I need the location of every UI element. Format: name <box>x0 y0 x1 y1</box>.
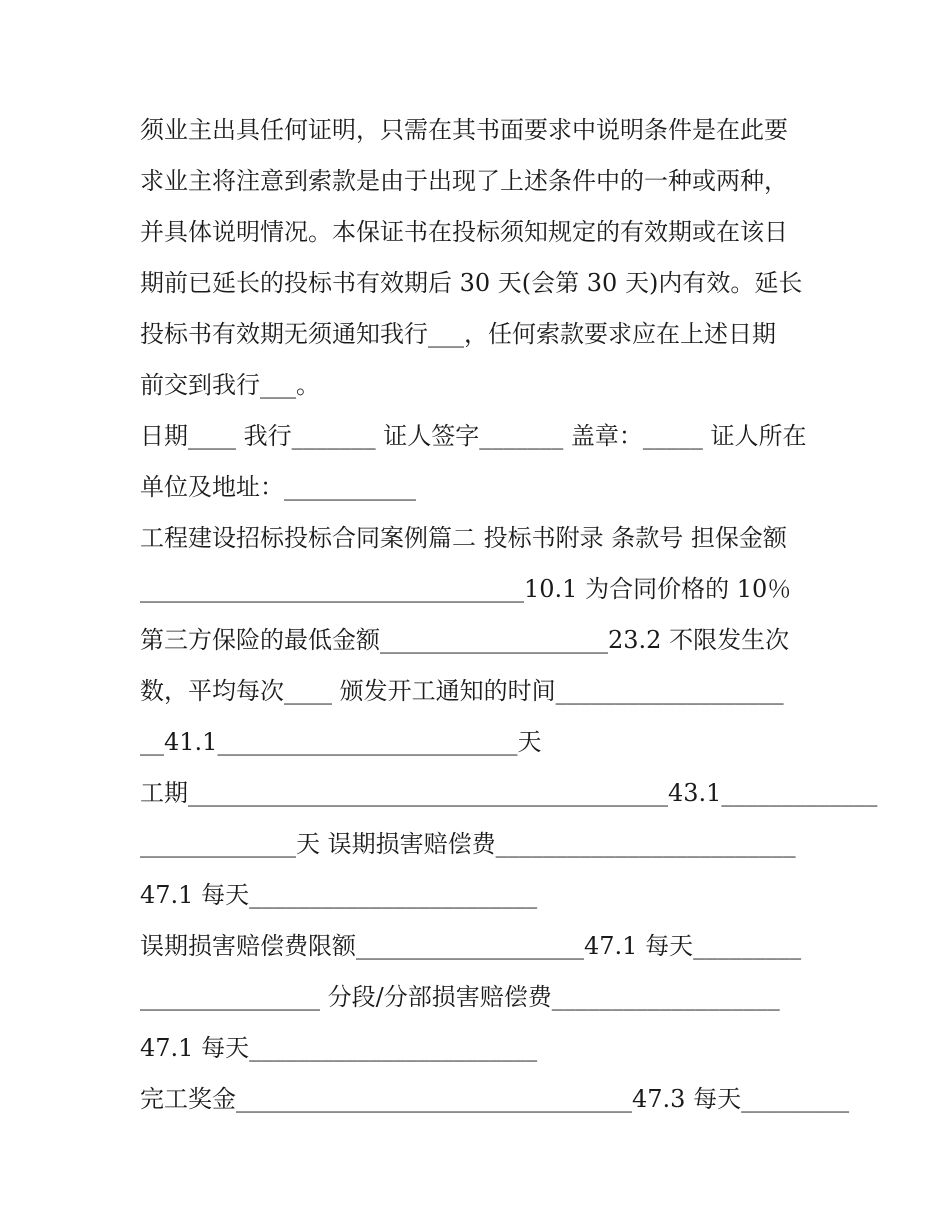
text-line: 47.1 每天________________________ <box>140 1034 538 1062</box>
text-line: 工期________________________________________43.1_____________ <box>140 779 878 807</box>
text-line: 期前已延长的投标书有效期后 30 天(会第 30 天)内有效。延长 <box>140 269 803 297</box>
text-line: 误期损害赔偿费限额___________________47.1 每天_________ <box>140 932 802 960</box>
text-line: 47.1 每天________________________ <box>140 881 538 909</box>
text-line: ________________________________10.1 为合同价格的 10％ <box>140 575 792 603</box>
text-line: 须业主出具任何证明，只需在其书面要求中说明条件是在此要 <box>140 116 788 144</box>
text-line: 投标书有效期无须通知我行___，任何索款要求应在上述日期 <box>140 320 776 348</box>
text-line: 工程建设招标投标合同案例篇二 投标书附录 条款号 担保金额 <box>140 524 787 552</box>
text-line: __41.1_________________________天 <box>140 728 542 756</box>
text-line: 完工奖金_________________________________47.3 每天_________ <box>140 1085 850 1113</box>
text-line: 第三方保险的最低金额___________________23.2 不限发生次 <box>140 626 790 654</box>
text-line: 并具体说明情况。本保证书在投标须知规定的有效期或在该日 <box>140 218 788 246</box>
text-line: _____________天 误期损害赔偿费_________________________ <box>140 830 796 858</box>
text-line: 求业主将注意到索款是由于出现了上述条件中的一种或两种， <box>140 167 788 195</box>
text-line: _______________ 分段/分部损害赔偿费___________________ <box>140 983 780 1011</box>
text-line: 日期____ 我行_______ 证人签字_______ 盖章：_____ 证人所在 <box>140 422 807 450</box>
text-line: 单位及地址：___________ <box>140 473 416 501</box>
text-line: 前交到我行___。 <box>140 371 320 399</box>
text-line: 数，平均每次____ 颁发开工通知的时间___________________ <box>140 677 784 705</box>
